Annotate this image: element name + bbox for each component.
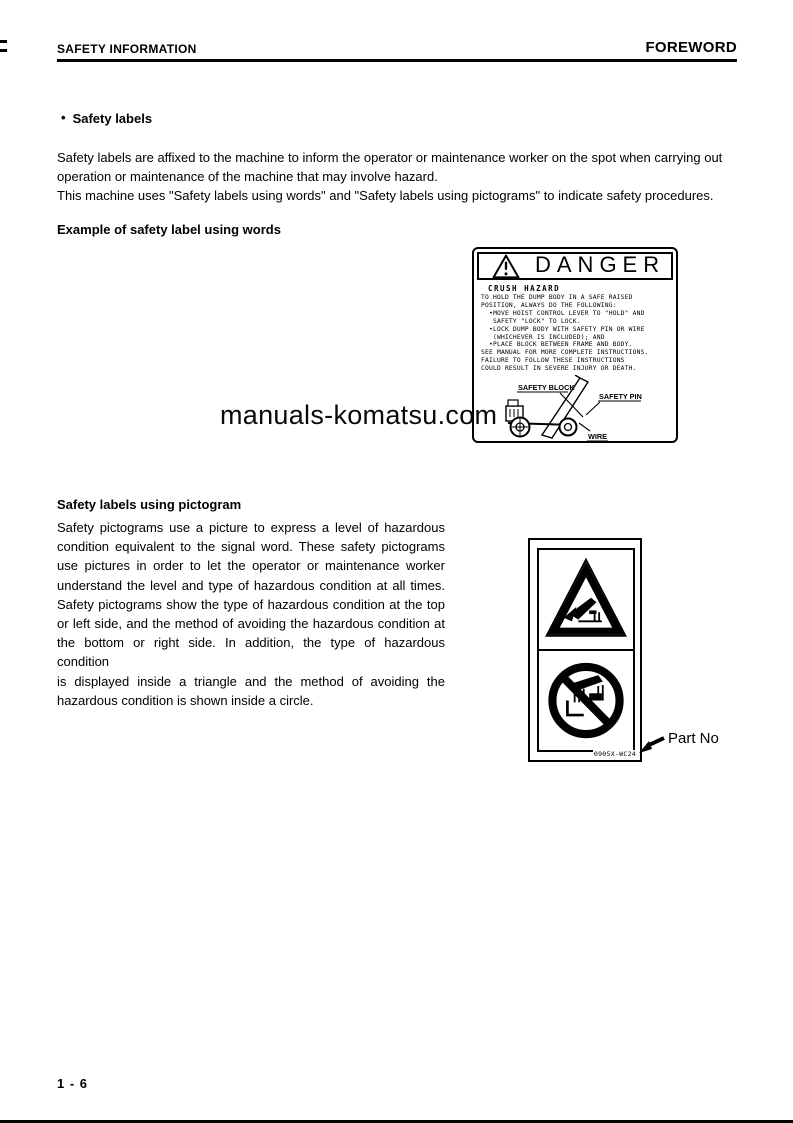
part-number-text: 0905X-WC24	[593, 750, 636, 758]
wire-label: WIRE	[588, 432, 608, 441]
watermark-text: manuals-komatsu.com	[220, 400, 498, 430]
paragraph-line: or left side, and the method of avoiding the hazardous condition at	[57, 616, 445, 632]
paragraph-line: Safety pictograms use a picture to express a level of hazardous	[57, 520, 445, 535]
arrow-icon	[638, 735, 666, 757]
paragraph-line: Safety labels are affixed to the machine to inform the operator or maintenance worker on the spot when carrying out	[57, 150, 723, 165]
warning-triangle-icon	[492, 254, 520, 279]
danger-body-line: •LOCK DUMP BODY WITH SAFETY PIN OR WIRE	[481, 325, 645, 333]
bullet-label: Safety labels	[72, 111, 153, 126]
danger-body-line: •MOVE HOIST CONTROL LEVER TO "HOLD" AND	[481, 309, 645, 317]
paragraph-line: is displayed inside a triangle and the method of avoiding the	[57, 673, 445, 689]
paragraph-line: Safety pictograms show the type of hazardous condition at the top	[57, 596, 445, 612]
danger-body-line: SEE MANUAL FOR MORE COMPLETE INSTRUCTIONS.	[481, 349, 649, 357]
danger-body-line: COULD RESULT IN SEVERE INJURY OR DEATH.	[481, 365, 637, 373]
danger-body-line: (WHICHEVER IS INCLUDED); AND	[481, 333, 605, 341]
paragraph-line: This machine uses "Safety labels using words" and "Safety labels using pictograms" to indicate safety procedures.	[57, 188, 714, 203]
safety-pin-label: SAFETY PIN	[599, 392, 642, 401]
paragraph-line: the bottom or right side. In addition, the type of hazardous condition	[57, 635, 445, 670]
danger-body-line: POSITION, ALWAYS DO THE FOLLOWING:	[481, 301, 617, 309]
danger-body	[481, 294, 676, 373]
danger-body-line: •PLACE BLOCK BETWEEN FRAME AND BODY.	[481, 341, 633, 349]
paragraph-line: hazardous condition is shown inside a circle.	[57, 692, 314, 708]
danger-header	[477, 252, 673, 280]
page-number: 1 - 6	[57, 1076, 89, 1091]
pictogram-safety-label	[528, 538, 642, 762]
paragraph-line: use pictures in order to let the operator or maintenance worker	[57, 558, 445, 574]
bullet-list-item	[61, 111, 152, 126]
danger-body-line: FAILURE TO FOLLOW THESE INSTRUCTIONS	[481, 357, 625, 365]
prohibition-cell	[539, 651, 633, 750]
danger-body-line: TO HOLD THE DUMP BODY IN A SAFE RAISED	[481, 294, 633, 301]
paragraph-line: condition equivalent to the signal word. These safety pictograms	[57, 539, 445, 555]
example-words-heading: Example of safety label using words	[57, 222, 281, 237]
bullet-dot: •	[61, 110, 66, 125]
paragraph-line: operation or maintenance of the machine that may involve hazard.	[57, 169, 438, 184]
scan-artifact	[0, 40, 7, 52]
safety-block-label: SAFETY BLOCK	[518, 383, 575, 392]
dump-truck-diagram	[476, 375, 678, 443]
header-section-title: SAFETY INFORMATION	[57, 42, 197, 56]
pictogram-heading: Safety labels using pictogram	[57, 497, 242, 512]
danger-body-line: SAFETY "LOCK" TO LOCK.	[481, 317, 581, 325]
intro-paragraph	[57, 148, 741, 205]
prohibition-circle-icon	[542, 653, 630, 749]
header-rule	[57, 59, 737, 62]
hazard-triangle-icon	[542, 554, 630, 646]
part-no-label: Part No	[668, 730, 719, 747]
pictogram-paragraph	[57, 518, 445, 710]
danger-title: DANGER	[535, 252, 666, 277]
hazard-triangle-cell	[539, 550, 633, 651]
danger-safety-label	[472, 247, 678, 443]
header-chapter-title: FOREWORD	[645, 39, 737, 56]
crush-hazard-title: CRUSH HAZARD	[488, 284, 561, 293]
pictogram-inner-frame	[537, 548, 635, 752]
paragraph-line: understand the level and type of hazardous condition at all times.	[57, 577, 445, 593]
